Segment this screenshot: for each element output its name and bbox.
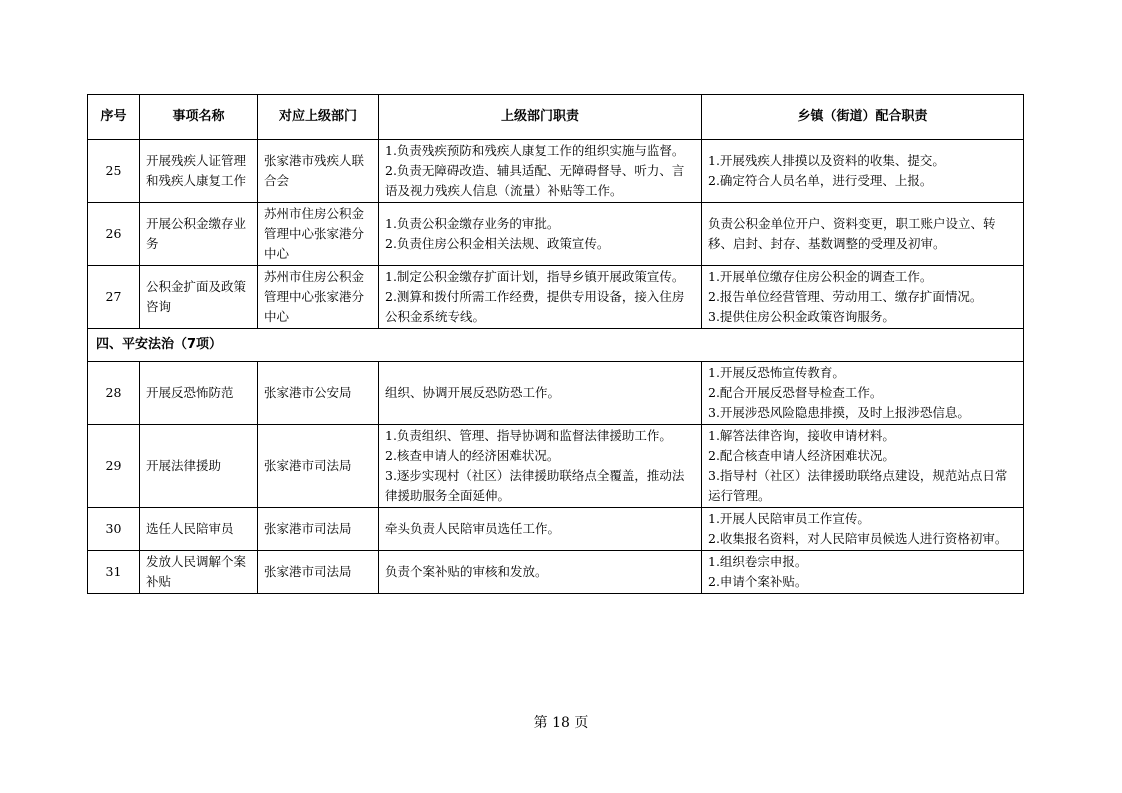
superior-duties bbox=[379, 140, 702, 203]
item-name: 选任人民陪审员 bbox=[140, 508, 258, 551]
header-row bbox=[88, 95, 1024, 140]
page-number: 第 18 页 bbox=[533, 715, 589, 731]
duty-line: 牵头负责人民陪审员选任工作。 bbox=[385, 521, 561, 536]
row-number: 26 bbox=[88, 203, 140, 266]
superior-duties bbox=[379, 425, 702, 508]
row-number: 28 bbox=[88, 362, 140, 425]
header-num: 序号 bbox=[88, 95, 140, 140]
town-cooperation-duties bbox=[702, 140, 1024, 203]
superior-department: 张家港市司法局 bbox=[258, 508, 379, 551]
coop-line: 3.开展涉恐风险隐患排摸，及时上报涉恐信息。 bbox=[708, 405, 970, 420]
town-cooperation-duties bbox=[702, 266, 1024, 329]
coop-line: 2.收集报名资料，对人民陪审员候选人进行资格初审。 bbox=[708, 531, 1008, 546]
duty-line: 1.负责公积金缴存业务的审批。 bbox=[385, 216, 560, 231]
superior-duties bbox=[379, 203, 702, 266]
superior-department: 张家港市残疾人联合会 bbox=[258, 140, 379, 203]
coop-line: 3.提供住房公积金政策咨询服务。 bbox=[708, 309, 895, 324]
coop-line: 1.开展单位缴存住房公积金的调查工作。 bbox=[708, 269, 933, 284]
row-number: 30 bbox=[88, 508, 140, 551]
coop-line: 2.确定符合人员名单，进行受理、上报。 bbox=[708, 173, 933, 188]
table-row bbox=[88, 203, 1024, 266]
item-name: 公积金扩面及政策咨询 bbox=[140, 266, 258, 329]
table-body-part2 bbox=[88, 362, 1024, 594]
coop-line: 1.开展残疾人排摸以及资料的收集、提交。 bbox=[708, 153, 945, 168]
section-row bbox=[88, 329, 1024, 362]
superior-department: 张家港市司法局 bbox=[258, 425, 379, 508]
duty-line: 2.负责住房公积金相关法规、政策宣传。 bbox=[385, 236, 610, 251]
duty-line: 2.测算和拨付所需工作经费，提供专用设备，接入住房公积金系统专线。 bbox=[385, 289, 685, 324]
coop-line: 2.配合核查申请人经济困难状况。 bbox=[708, 448, 895, 463]
duty-line: 3.逐步实现村（社区）法律援助联络点全覆盖，推动法律援助服务全面延伸。 bbox=[385, 468, 685, 503]
table-row bbox=[88, 266, 1024, 329]
superior-duties bbox=[379, 551, 702, 594]
row-number: 27 bbox=[88, 266, 140, 329]
coop-line: 3.指导村（社区）法律援助联络点建设，规范站点日常运行管理。 bbox=[708, 468, 1008, 503]
table-row bbox=[88, 551, 1024, 594]
duty-line: 1.负责组织、管理、指导协调和监督法律援助工作。 bbox=[385, 428, 672, 443]
superior-department: 张家港市司法局 bbox=[258, 551, 379, 594]
header-duties: 上级部门职责 bbox=[379, 95, 702, 140]
duty-line: 组织、协调开展反恐防恐工作。 bbox=[385, 385, 561, 400]
table-row bbox=[88, 140, 1024, 203]
coop-line: 负责公积金单位开户、资料变更，职工账户设立、转移、启封、封存、基数调整的受理及初审。 bbox=[708, 216, 996, 251]
superior-duties bbox=[379, 266, 702, 329]
table-row bbox=[88, 508, 1024, 551]
duty-table bbox=[87, 94, 1024, 594]
coop-line: 1.组织卷宗申报。 bbox=[708, 554, 808, 569]
duty-line: 负责个案补贴的审核和发放。 bbox=[385, 564, 548, 579]
table-body-part1 bbox=[88, 140, 1024, 329]
town-cooperation-duties bbox=[702, 425, 1024, 508]
duty-line: 2.负责无障碍改造、辅具适配、无障碍督导、听力、言语及视力残疾人信息（流量）补贴等工作。 bbox=[385, 163, 685, 198]
table-row bbox=[88, 362, 1024, 425]
header-dept: 对应上级部门 bbox=[258, 95, 379, 140]
row-number: 31 bbox=[88, 551, 140, 594]
town-cooperation-duties bbox=[702, 508, 1024, 551]
coop-line: 2.申请个案补贴。 bbox=[708, 574, 808, 589]
item-name: 开展法律援助 bbox=[140, 425, 258, 508]
item-name: 发放人民调解个案补贴 bbox=[140, 551, 258, 594]
coop-line: 1.开展反恐怖宣传教育。 bbox=[708, 365, 845, 380]
header-coop: 乡镇（街道）配合职责 bbox=[702, 95, 1024, 140]
header-name: 事项名称 bbox=[140, 95, 258, 140]
item-name: 开展公积金缴存业务 bbox=[140, 203, 258, 266]
duty-line: 1.制定公积金缴存扩面计划，指导乡镇开展政策宣传。 bbox=[385, 269, 685, 284]
row-number: 29 bbox=[88, 425, 140, 508]
section-title: 四、平安法治（7项） bbox=[88, 329, 1024, 362]
superior-duties bbox=[379, 508, 702, 551]
superior-department: 苏州市住房公积金管理中心张家港分中心 bbox=[258, 266, 379, 329]
town-cooperation-duties bbox=[702, 362, 1024, 425]
town-cooperation-duties bbox=[702, 203, 1024, 266]
superior-department: 张家港市公安局 bbox=[258, 362, 379, 425]
table-row bbox=[88, 425, 1024, 508]
item-name: 开展反恐怖防范 bbox=[140, 362, 258, 425]
coop-line: 2.配合开展反恐督导检查工作。 bbox=[708, 385, 883, 400]
superior-department: 苏州市住房公积金管理中心张家港分中心 bbox=[258, 203, 379, 266]
duty-line: 1.负责残疾预防和残疾人康复工作的组织实施与监督。 bbox=[385, 143, 685, 158]
superior-duties bbox=[379, 362, 702, 425]
coop-line: 1.解答法律咨询，接收申请材料。 bbox=[708, 428, 895, 443]
item-name: 开展残疾人证管理和残疾人康复工作 bbox=[140, 140, 258, 203]
town-cooperation-duties bbox=[702, 551, 1024, 594]
coop-line: 1.开展人民陪审员工作宣传。 bbox=[708, 511, 870, 526]
duty-line: 2.核查申请人的经济困难状况。 bbox=[385, 448, 560, 463]
section-body bbox=[88, 329, 1024, 362]
row-number: 25 bbox=[88, 140, 140, 203]
coop-line: 2.报告单位经营管理、劳动用工、缴存扩面情况。 bbox=[708, 289, 983, 304]
